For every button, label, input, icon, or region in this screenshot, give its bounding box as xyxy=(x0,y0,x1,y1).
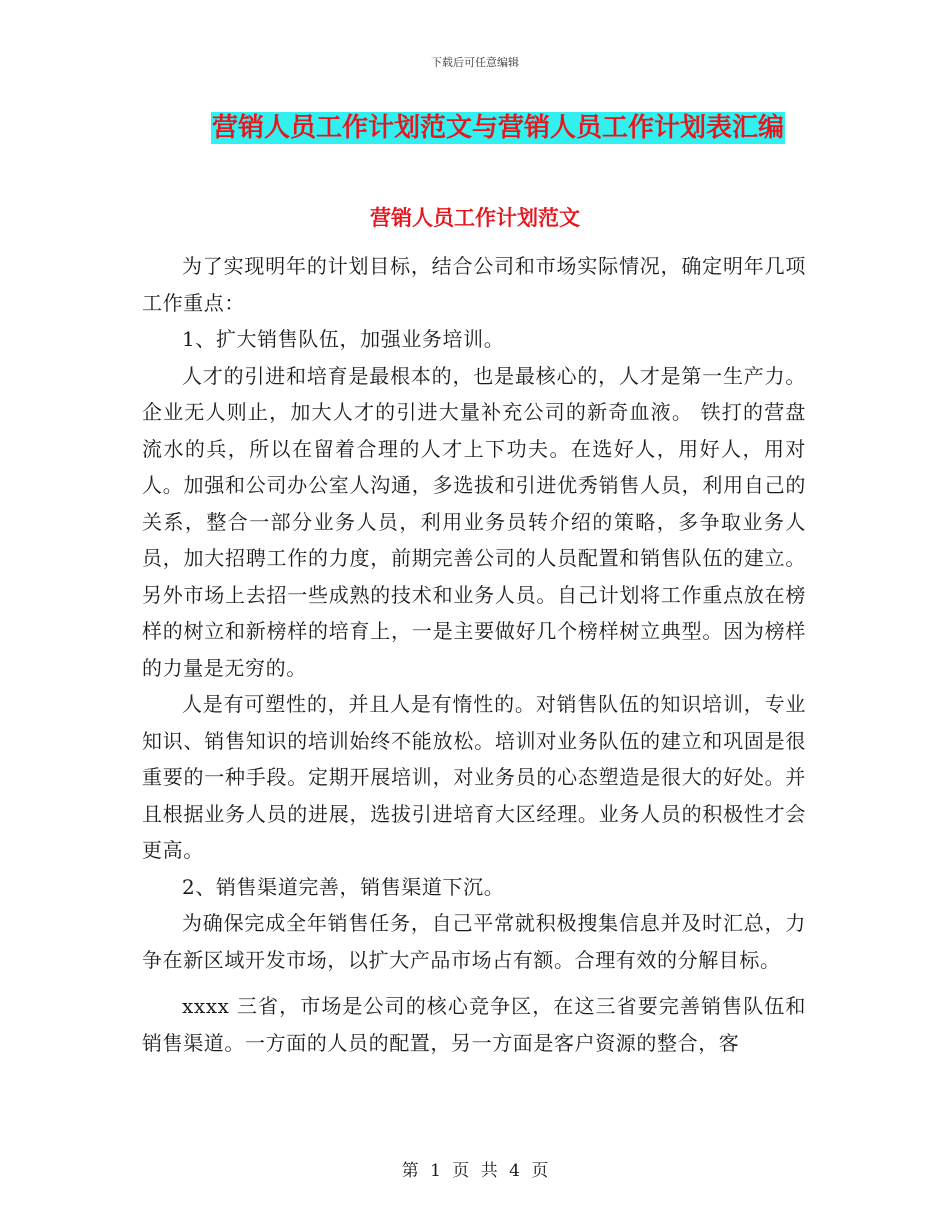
section-title: 营销人员工作计划范文 xyxy=(370,205,580,230)
paragraph-heading-2: 2、销售渠道完善，销售渠道下沉。 xyxy=(182,874,505,899)
paragraph-intro: 为了实现明年的计划目标，结合公司和市场实际情况，确定明年几项工作重点： xyxy=(142,254,806,315)
paragraph-provinces: xxxx 三省，市场是公司的核心竞争区，在这三省要完善销售队伍和销售渠道。一方面的人员的配置，另一方面是客户资源的整合，客 xyxy=(142,994,806,1055)
paragraph-channels: 为确保完成全年销售任务，自己平常就积极搜集信息并及时汇总，力争在新区域开发市场，以扩大产品市场占有额。合理有效的分解目标。 xyxy=(142,911,806,972)
header-note: 下载后可任意编辑 xyxy=(431,56,519,69)
document-title-wrapper xyxy=(0,112,950,144)
document-title: 营销人员工作计划范文与营销人员工作计划表汇编 xyxy=(211,113,784,143)
page-footer: 第 1 页 共 4 页 xyxy=(401,1161,549,1181)
paragraph-talent: 人才的引进和培育是最根本的，也是最核心的，人才是第一生产力。企业无人则止，加大人才的引进大量补充公司的新奇血液。 铁打的营盘流水的兵，所以在留着合理的人才上下功夫。在选好人，用好人，用对人。加强和公司办公室人沟通，多选拔和引进优秀销售人员，利用自己的关系，整合一部分业务人员，利用业务员转介绍的策略，多争取业务人员，加大招聘工作的力度，前期完善公司的人员配置和销售队伍的建立。另外市场上去招一些成熟的技术和业务人员。自己计划将工作重点放在榜样的树立和新榜样的培育上，一是主要做好几个榜样树立典型。因为榜样的力量是无穷的。 xyxy=(142,363,806,680)
paragraph-training: 人是有可塑性的，并且人是有惰性的。对销售队伍的知识培训，专业知识、销售知识的培训始终不能放松。培训对业务队伍的建立和巩固是很重要的一种手段。定期开展培训，对业务员的心态塑造是很大的好处。并且根据业务人员的进展，选拔引进培育大区经理。业务人员的积极性才会更高。 xyxy=(142,692,806,862)
paragraph-heading-1: 1、扩大销售队伍，加强业务培训。 xyxy=(182,327,505,351)
document-body xyxy=(142,248,806,1061)
